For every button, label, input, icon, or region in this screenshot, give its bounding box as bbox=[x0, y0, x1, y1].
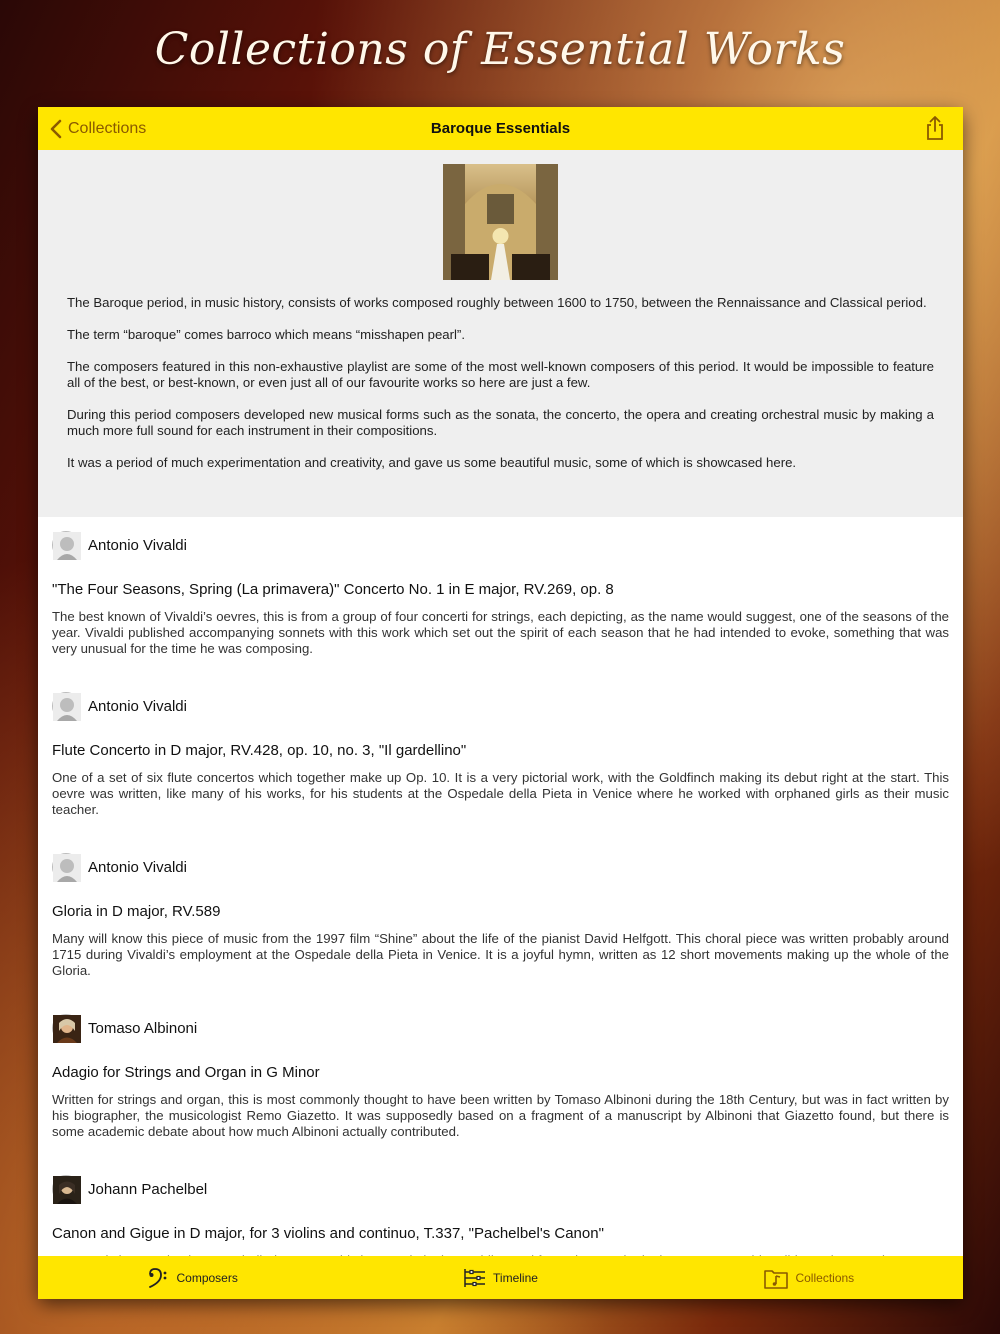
timeline-icon bbox=[463, 1268, 487, 1288]
tab-label: Composers bbox=[176, 1270, 238, 1285]
work-description: One of a set of six flute concertos which together make up Op. 10. It is a very pictorial work, with the Goldfinch making its debut right at the start. This oevre was written, like many of his works, for his students at the Ospedale della Pieta in Venice where he worked with orphaned girls as their music teacher. bbox=[52, 770, 949, 817]
music-folder-icon bbox=[763, 1267, 789, 1289]
share-button[interactable] bbox=[925, 115, 945, 146]
page-title: Baroque Essentials bbox=[430, 120, 571, 137]
intro-paragraph: It was a period of much experimentation and creativity, and gave us some beautiful music, some of which is showcased here. bbox=[67, 455, 797, 470]
work-entry[interactable] bbox=[52, 1014, 949, 1140]
composer-avatar bbox=[52, 1175, 80, 1203]
composer-name: Tomaso Albinoni bbox=[88, 1019, 198, 1037]
work-title[interactable]: Flute Concerto in D major, RV.428, op. 10, no. 3, "Il gardellino" bbox=[52, 742, 467, 759]
intro-paragraph: The term “baroque” comes barroco which means “misshapen pearl”. bbox=[67, 327, 465, 342]
works-list[interactable] bbox=[38, 517, 963, 1255]
work-description: Written for strings and organ, this is most commonly thought to have been written by Tomaso Albinoni during the 18th Century, but was in fact written by his biographer, the musicologist Remo Giazetto. It was supposedly based on a fragment of a manuscript by Albinoni that Giazetto found, but there is some academic debate about how much Albinoni actually contributed. bbox=[52, 1092, 949, 1139]
work-title[interactable]: Gloria in D major, RV.589 bbox=[52, 903, 221, 920]
tab-label: Timeline bbox=[493, 1270, 538, 1285]
collection-cover-image bbox=[443, 164, 558, 280]
composer-row[interactable] bbox=[52, 692, 949, 720]
tab-bar bbox=[38, 1256, 963, 1299]
composer-row[interactable] bbox=[52, 1014, 949, 1042]
composer-avatar bbox=[52, 531, 80, 559]
composer-avatar bbox=[52, 853, 80, 881]
share-icon bbox=[925, 115, 945, 141]
intro-paragraph: The Baroque period, in music history, consists of works composed roughly between 1600 to 1750, between the Rennaissance and Classical period. bbox=[67, 295, 927, 310]
intro-paragraph: During this period composers developed new musical forms such as the sonata, the concerto, the opera and creating orchestral music by making a much more full sound for each instrument in their compositions. bbox=[67, 407, 934, 438]
intro-paragraph: The composers featured in this non-exhaustive playlist are some of the most well-known composers of this period. It would be impossible to feature all of the best, or best-known, or even just all of our favourite works so here are just a few. bbox=[67, 359, 934, 390]
composer-row[interactable] bbox=[52, 853, 949, 881]
main-panel bbox=[38, 107, 963, 1299]
composer-avatar bbox=[52, 692, 80, 720]
composer-name: Antonio Vivaldi bbox=[88, 858, 187, 876]
work-entry[interactable] bbox=[52, 853, 949, 979]
work-entry[interactable] bbox=[52, 692, 949, 818]
back-button-label: Collections bbox=[68, 119, 147, 137]
chevron-left-icon bbox=[50, 119, 62, 139]
composer-name: Johann Pachelbel bbox=[88, 1180, 208, 1198]
work-title[interactable]: Canon and Gigue in D major, for 3 violins and continuo, T.337, "Pachelbel's Canon" bbox=[52, 1225, 604, 1242]
composer-name: Antonio Vivaldi bbox=[88, 697, 187, 715]
work-title[interactable]: "The Four Seasons, Spring (La primavera)" Concerto No. 1 in E major, RV.269, op. 8 bbox=[52, 581, 614, 598]
composer-row[interactable] bbox=[52, 1175, 949, 1203]
navigation-bar bbox=[38, 107, 963, 150]
app-title: Collections of Essential Works bbox=[154, 24, 846, 75]
tab-label: Collections bbox=[795, 1270, 855, 1285]
composer-name: Antonio Vivaldi bbox=[88, 536, 187, 554]
tab-collections[interactable] bbox=[655, 1256, 963, 1299]
work-entry[interactable] bbox=[52, 1175, 949, 1269]
composer-row[interactable] bbox=[52, 531, 949, 559]
tab-composers[interactable] bbox=[38, 1256, 346, 1299]
tab-timeline[interactable] bbox=[346, 1256, 654, 1299]
bass-clef-icon bbox=[146, 1266, 170, 1290]
back-button[interactable] bbox=[50, 107, 146, 150]
collection-header bbox=[38, 150, 963, 517]
work-title[interactable]: Adagio for Strings and Organ in G Minor bbox=[52, 1064, 320, 1081]
collection-description bbox=[67, 295, 934, 487]
work-entry[interactable] bbox=[52, 531, 949, 657]
work-description: Many will know this piece of music from the 1997 film “Shine” about the life of the pianist David Helfgott. This choral piece was written probably around 1715 during Vivaldi’s employment at the Ospedale della Pieta in Venice. It is a joyful hymn, written as 12 short movements making up the whole of the Gloria. bbox=[52, 931, 949, 978]
work-description: The best known of Vivaldi’s oevres, this is from a group of four concerti for strings, each depicting, as the name would suggest, one of the seasons of the year. Vivaldi published accompanying sonnets with this work which set out the spirit of each season that he had intended to evoke, something that was very unusual for the time he was composing. bbox=[52, 609, 949, 656]
composer-avatar bbox=[52, 1014, 80, 1042]
